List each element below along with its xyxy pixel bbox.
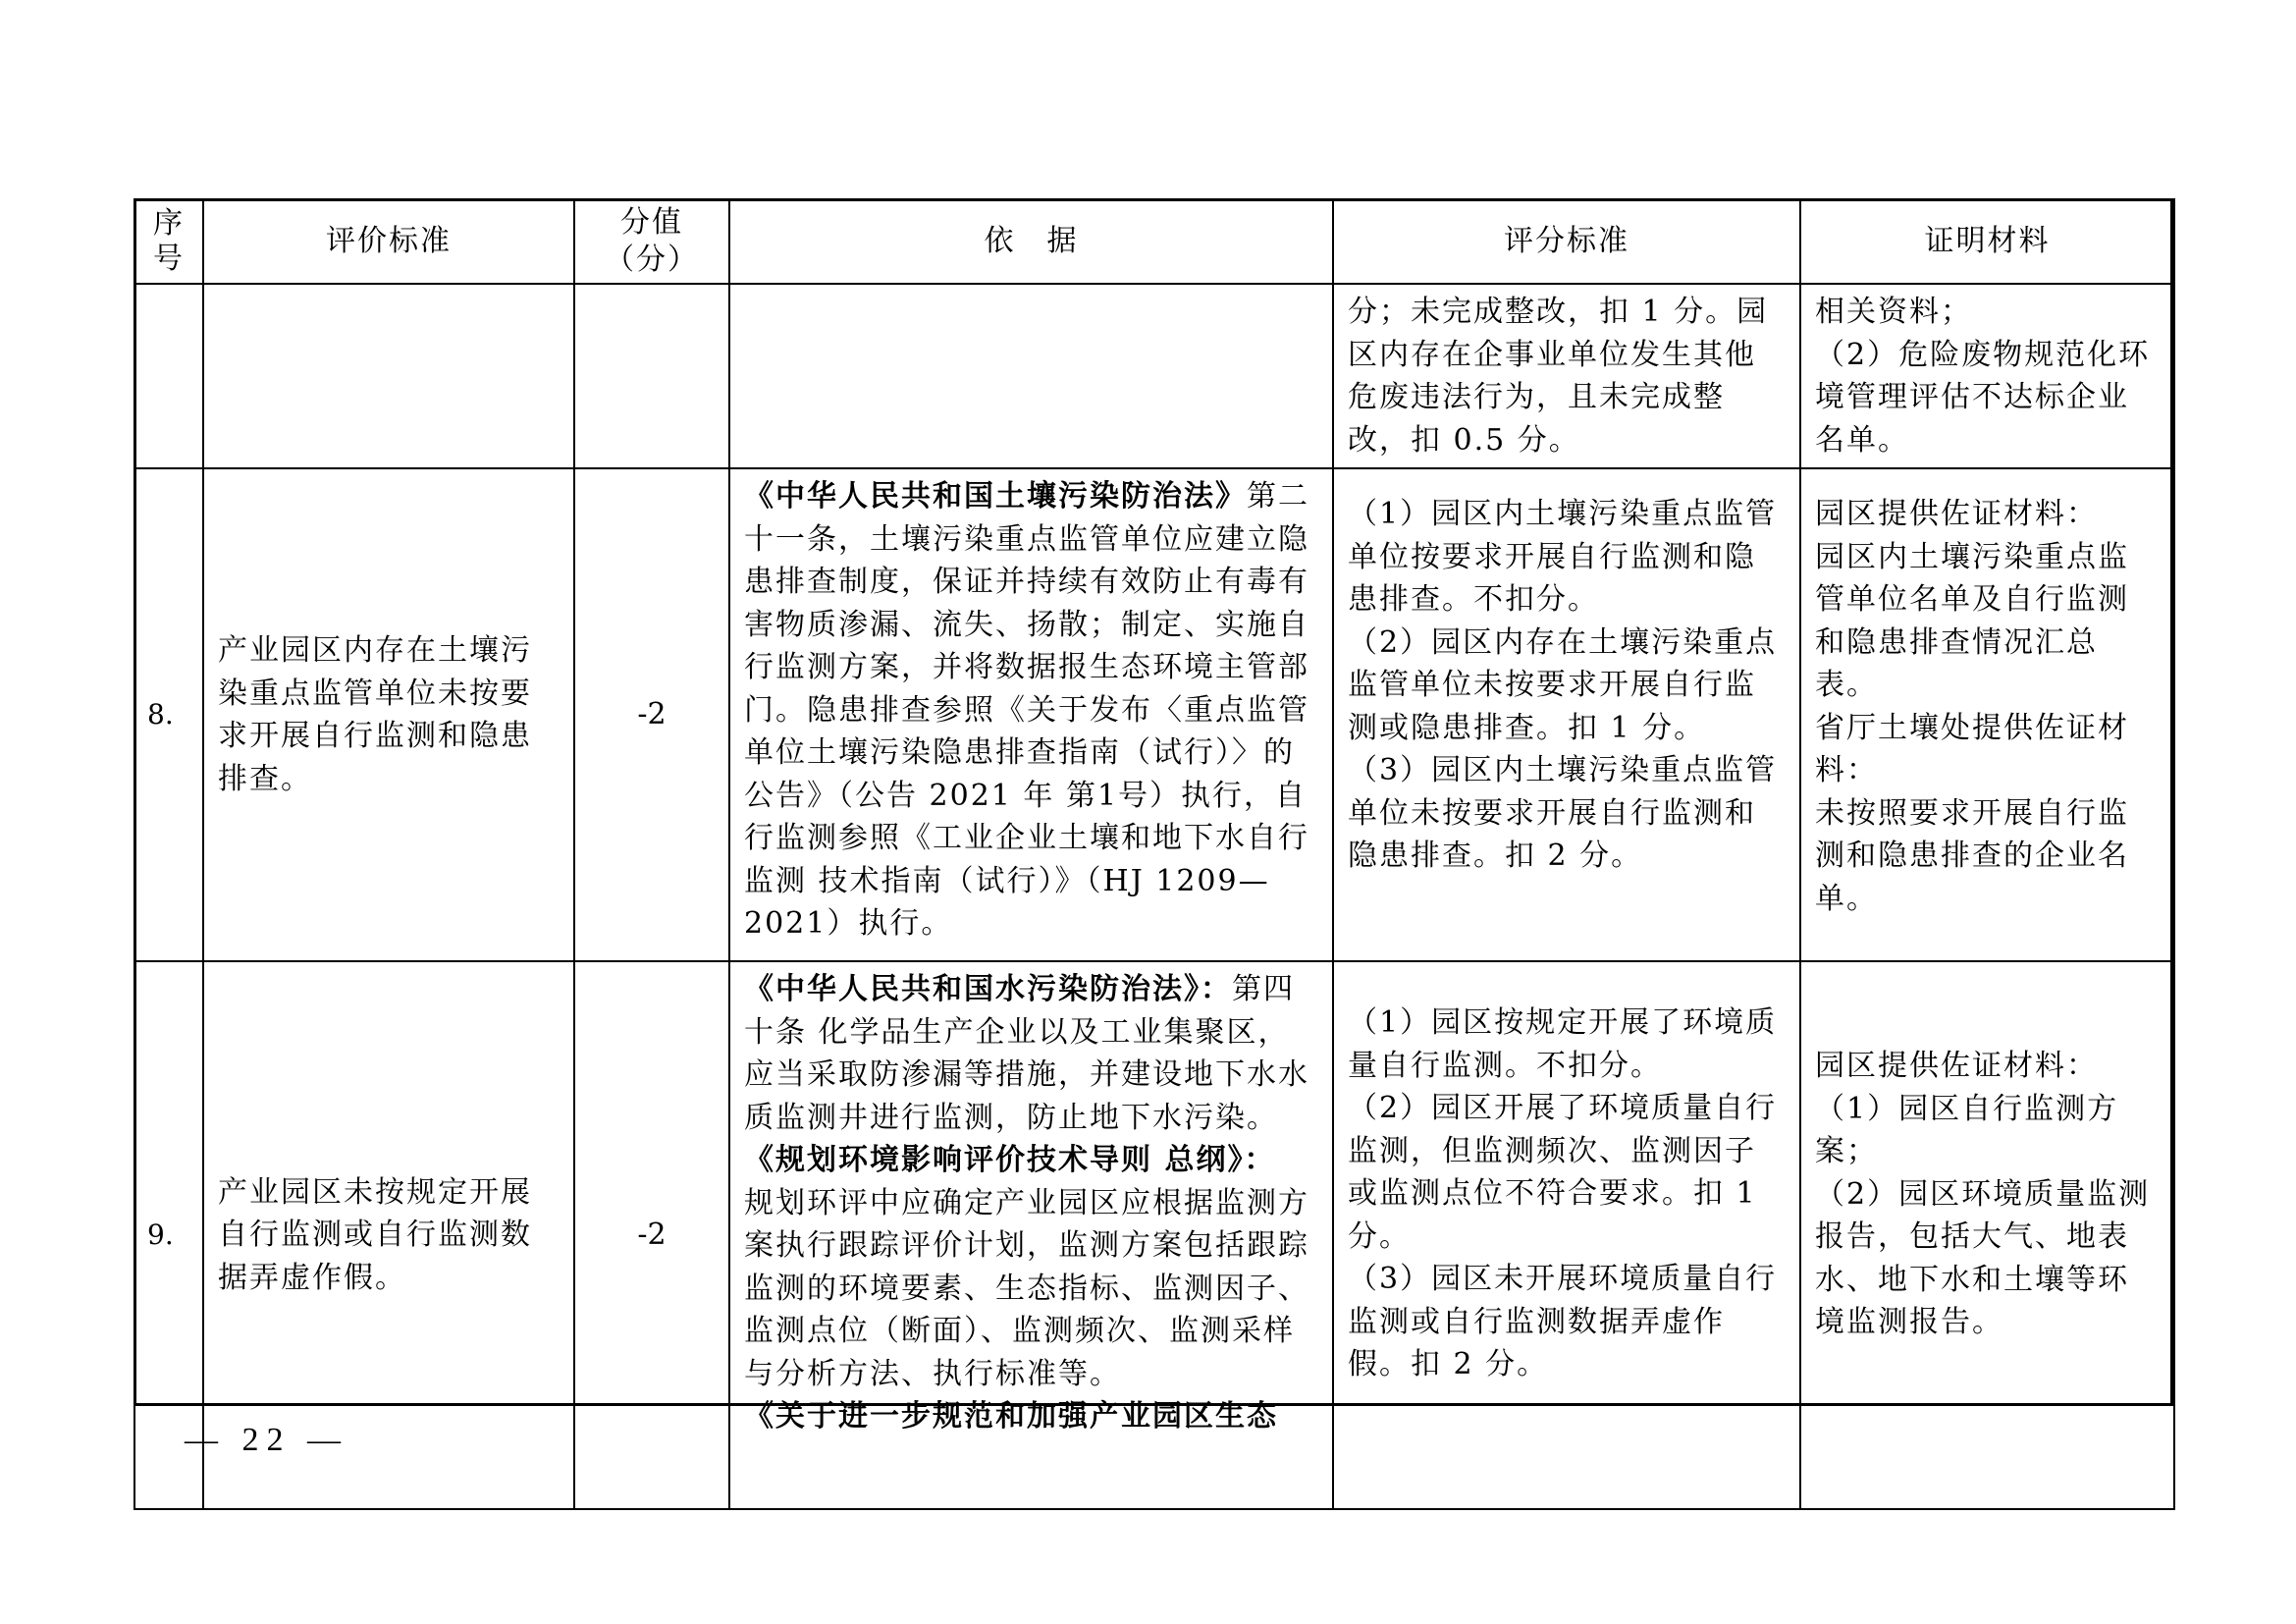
cell-score: -2 xyxy=(574,961,729,1509)
basis-law-title: 《关于进一步规范和加强产业园区生态 xyxy=(744,1399,1278,1434)
header-evidence: 证明材料 xyxy=(1800,199,2174,284)
evidence-line: （2）危险废物规范化环境管理评估不达标企业名单。 xyxy=(1815,337,2151,458)
scoring-item: （3）园区未开展环境质量自行监测或自行监测数据弄虚作假。扣 2 分。 xyxy=(1348,1262,1778,1381)
scoring-item: （2）园区开展了环境质量自行监测，但监测频次、监测因子或监测点位不符合要求。扣 1 分。 xyxy=(1348,1091,1778,1254)
header-criterion: 评价标准 xyxy=(203,199,574,284)
cell-evidence xyxy=(1800,468,2174,961)
table-row xyxy=(134,284,2174,468)
evidence-line: 园区提供佐证材料： xyxy=(1815,497,2098,531)
evidence-line: 相关资料； xyxy=(1815,295,1972,329)
basis-law-title: 《中华人民共和国水污染防治法》： xyxy=(744,972,1232,1006)
cell-scoring: 分；未完成整改，扣 1 分。园区内存在企事业单位发生其他危废违法行为，且未完成整改，扣 0.5 分。 xyxy=(1333,284,1800,468)
table-row xyxy=(134,961,2174,1509)
cell-score xyxy=(574,284,729,468)
basis-law-title: 《中华人民共和国土壤污染防治法》 xyxy=(744,479,1247,514)
table-row xyxy=(134,468,2174,961)
evidence-line: 园区内土壤污染重点监管单位名单及自行监测和隐患排查情况汇总表。 xyxy=(1815,539,2129,702)
scoring-item: （2）园区内存在土壤污染重点监管单位未按要求开展自行监测或隐患排查。扣 1 分。 xyxy=(1348,624,1778,745)
evidence-line: 园区提供佐证材料： xyxy=(1815,1049,2098,1083)
evidence-line: （1）园区自行监测方案； xyxy=(1815,1091,2119,1168)
scoring-item: （3）园区内土壤污染重点监管单位未按要求开展自行监测和隐患排查。扣 2 分。 xyxy=(1348,753,1778,873)
evaluation-table xyxy=(133,198,2175,1510)
evidence-line: 未按照要求开展自行监测和隐患排查的企业名单。 xyxy=(1815,795,2129,916)
cell-score: -2 xyxy=(574,468,729,961)
cell-evidence xyxy=(1800,961,2174,1509)
evidence-line: 省厅土壤处提供佐证材料： xyxy=(1815,710,2129,787)
basis-law-title: 《规划环境影响评价技术导则 总纲》： xyxy=(744,1143,1276,1177)
cell-scoring xyxy=(1333,468,1800,961)
evidence-line: （2）园区环境质量监测报告，包括大气、地表水、地下水和土壤等环境监测报告。 xyxy=(1815,1176,2151,1339)
table-header-row xyxy=(134,199,2174,284)
cell-basis xyxy=(729,468,1333,961)
basis-text: 第二十一条，土壤污染重点监管单位应建立隐患排查制度，保证并持续有效防止有毒有害物质渗漏、流失、扬散；制定、实施自行监测方案，并将数据报生态环境主管部门。隐患排查参照《关于发布〈重点监管单位土壤污染隐患排查指南（试行）〉的公告》（公告 2021 年 第1号）执行，自行监测参照《工业企业土壤和地下水自行监测 技术指南（试行）》（HJ 1209—2021）执行。 xyxy=(744,479,1309,941)
scoring-item: （1）园区内土壤污染重点监管单位按要求开展自行监测和隐患排查。不扣分。 xyxy=(1348,497,1778,617)
cell-seq: 9. xyxy=(134,961,203,1509)
cell-basis xyxy=(729,284,1333,468)
scoring-item: （1）园区按规定开展了环境质量自行监测。不扣分。 xyxy=(1348,1005,1778,1083)
cell-evidence xyxy=(1800,284,2174,468)
page-number: — 22 — xyxy=(185,1422,348,1458)
cell-seq xyxy=(134,284,203,468)
cell-seq: 8. xyxy=(134,468,203,961)
header-score: 分值 （分） xyxy=(574,199,729,284)
header-basis: 依 据 xyxy=(729,199,1333,284)
header-seq: 序 号 xyxy=(134,199,203,284)
basis-text: 第四十条 化学品生产企业以及工业集聚区，应当采取防渗漏等措施，并建设地下水水质监测井进行监测，防止地下水污染。 xyxy=(744,972,1309,1135)
cell-scoring xyxy=(1333,961,1800,1509)
cell-criterion: 产业园区未按规定开展自行监测或自行监测数据弄虚作假。 xyxy=(203,961,574,1509)
cell-criterion: 产业园区内存在土壤污染重点监管单位未按要求开展自行监测和隐患排查。 xyxy=(203,468,574,961)
cell-criterion xyxy=(203,284,574,468)
basis-text: 规划环评中应确定产业园区应根据监测方案执行跟踪评价计划，监测方案包括跟踪监测的环境要素、生态指标、监测因子、监测点位（断面）、监测频次、监测采样与分析方法、执行标准等。 xyxy=(744,1185,1309,1391)
cell-basis xyxy=(729,961,1333,1509)
header-scoring: 评分标准 xyxy=(1333,199,1800,284)
